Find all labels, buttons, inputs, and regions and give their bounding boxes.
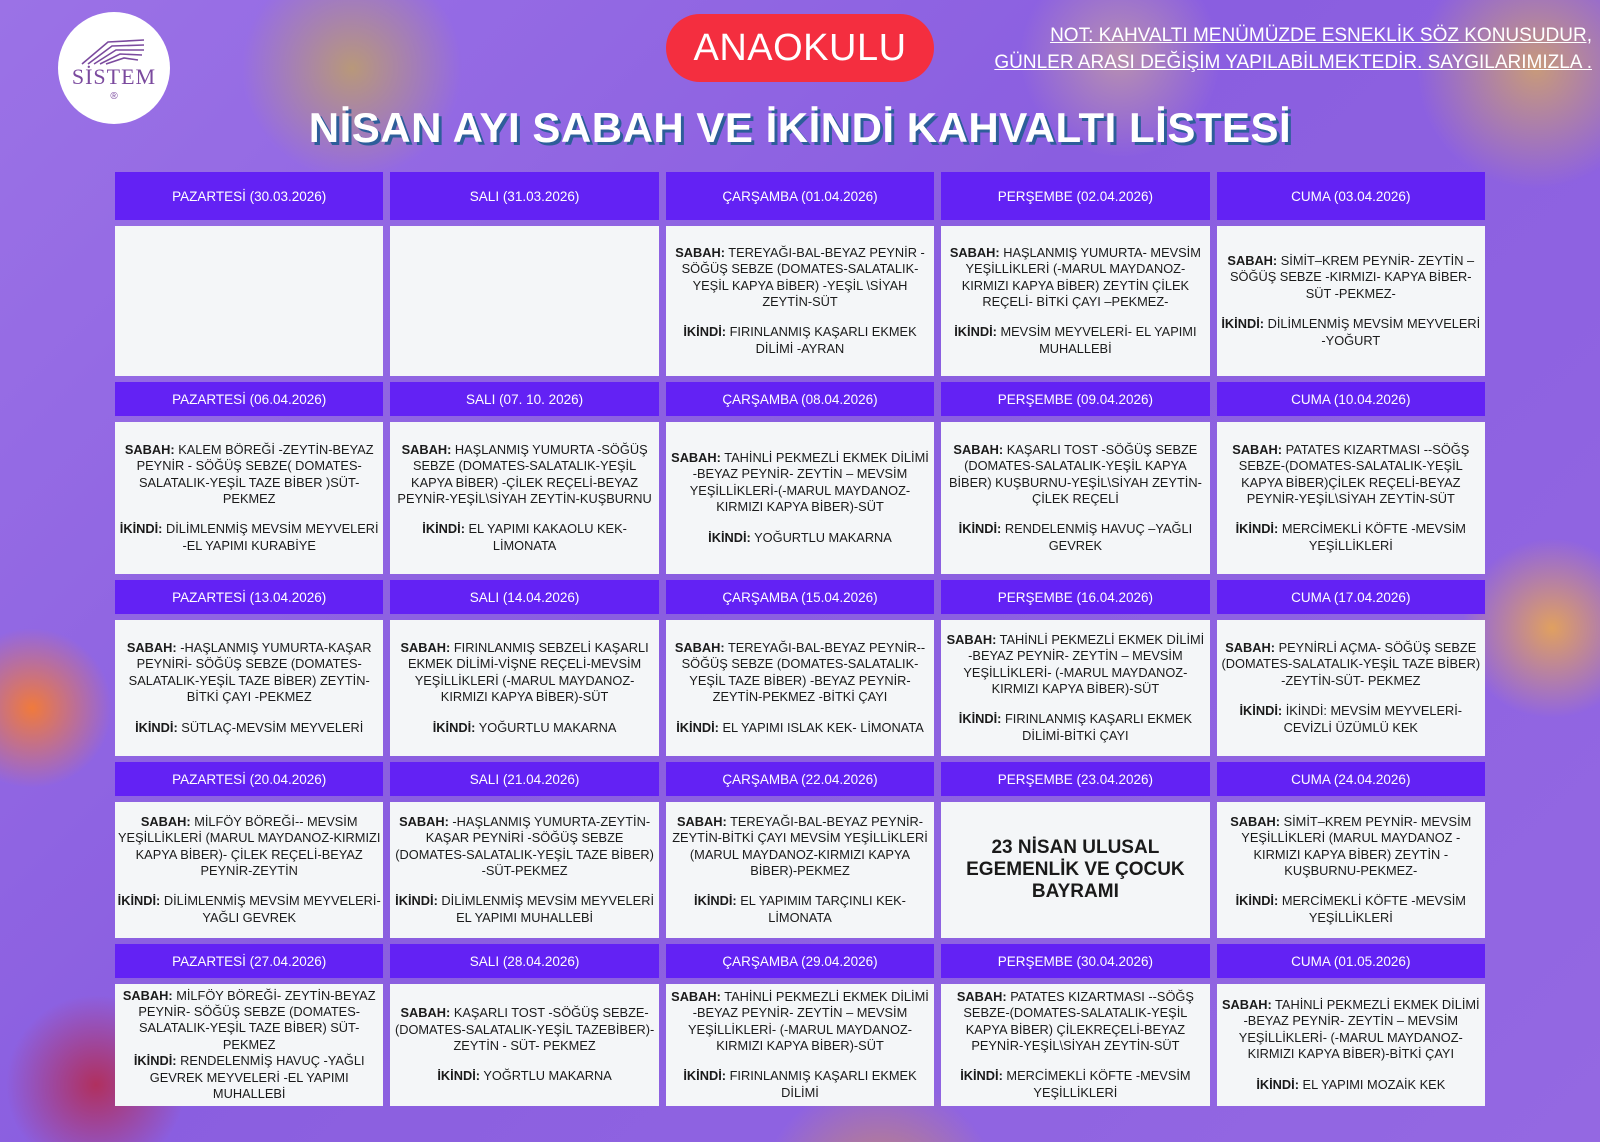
ikindi-menu-text: YOĞURTLU MAKARNA (478, 719, 617, 735)
sabah-menu (943, 245, 1207, 311)
ikindi-menu-label: İKİNDİ: (437, 1068, 481, 1084)
sabah-menu-label: SABAH: (1227, 252, 1278, 268)
ikindi-menu-label: İKİNDİ: (683, 1068, 727, 1084)
ikindi-menu-text: EL YAPIMI KAKAOLU KEK-LİMONATA (468, 521, 627, 553)
day-menu-cell (1217, 802, 1485, 938)
ikindi-menu-text: YOĞRTLU MAKARNA (483, 1068, 612, 1084)
day-menu-cell (115, 620, 383, 756)
sabah-menu-label: SABAH: (124, 441, 175, 457)
ikindi-menu-label: İKİNDİ: (135, 719, 178, 735)
day-header: ÇARŞAMBA (15.04.2026) (666, 580, 934, 614)
ikindi-menu-label: İKİNDİ: (1235, 893, 1279, 909)
ikindi-menu-label: İKİNDİ: (1239, 703, 1283, 719)
ikindi-menu (437, 1068, 611, 1084)
day-header: ÇARŞAMBA (29.04.2026) (666, 944, 934, 978)
ikindi-menu-text: MERCİMEKLİ KÖFTE -MEVSİM YEŞİLLİKLERİ (1281, 521, 1466, 553)
day-menu-cell (1217, 422, 1485, 574)
day-menu-cell (666, 984, 934, 1106)
day-menu-cell (390, 984, 658, 1106)
holiday-text: 23 NİSAN ULUSAL EGEMENLİK VE ÇOCUK BAYRAMI (966, 837, 1185, 902)
day-header: ÇARŞAMBA (08.04.2026) (666, 382, 934, 416)
day-header: PAZARTESİ (30.03.2026) (115, 172, 383, 220)
sabah-menu-label: SABAH: (675, 244, 725, 260)
day-menu-cell (1217, 984, 1485, 1106)
day-header: PAZARTESİ (20.04.2026) (115, 762, 383, 796)
day-menu-cell (666, 620, 934, 756)
ikindi-menu-label: İKİNDİ: (676, 719, 719, 735)
ikindi-menu (943, 711, 1207, 744)
logo-registered-mark: ® (110, 91, 118, 102)
sabah-menu-label: SABAH: (676, 813, 727, 829)
ikindi-menu (943, 324, 1207, 357)
ikindi-menu-text: MEVSİM MEYVELERİ- EL YAPIMI MUHALLEBİ (1000, 324, 1197, 356)
day-header: PERŞEMBE (23.04.2026) (941, 762, 1209, 796)
sabah-menu-label: SABAH: (946, 631, 997, 647)
ikindi-menu-text: YOĞURTLU MAKARNA (754, 529, 892, 545)
day-header: SALI (28.04.2026) (390, 944, 658, 978)
page-title: NİSAN AYI SABAH VE İKİNDİ KAHVALTI LİSTESİ (308, 104, 1292, 151)
day-menu-cell (941, 984, 1209, 1106)
logo-wings-icon (78, 34, 150, 68)
day-menu-cell (390, 802, 658, 938)
day-header: SALI (31.03.2026) (390, 172, 658, 220)
sabah-menu-text: HAŞLANMIŞ YUMURTA- MEVSİM YEŞİLLİKLERİ (-MARUL MAYDANOZ-KIRMIZI KAPYA BİBER) ZEYTİN ÇİLEK REÇELİ- BİTKİ ÇAYI –PEKMEZ- (961, 244, 1201, 309)
ikindi-menu-text: EL YAPIMIM TARÇINLI KEK-LİMONATA (740, 893, 906, 925)
sabah-menu-label: SABAH: (401, 441, 452, 457)
ikindi-menu-text: İKİNDİ: MEVSİM MEYVELERİ-CEVİZLİ ÜZÜMLÜ KEK (1283, 703, 1463, 735)
ikindi-menu-label: İKİNDİ: (958, 711, 1002, 727)
sabah-menu (668, 640, 932, 706)
day-menu-cell (115, 226, 383, 376)
sabah-menu-label: SABAH: (671, 449, 721, 465)
day-header: PAZARTESİ (13.04.2026) (115, 580, 383, 614)
ikindi-menu (668, 324, 932, 357)
ikindi-menu-label: İKİNDİ: (395, 893, 438, 909)
ikindi-menu (433, 720, 617, 736)
ikindi-menu-text: RENDELENMİŞ HAVUÇ –YAĞLI GEVREK (1004, 521, 1193, 553)
day-header: PERŞEMBE (02.04.2026) (941, 172, 1209, 220)
sabah-menu (117, 442, 381, 508)
ikindi-menu-label: İKİNDİ: (960, 1068, 1003, 1084)
ikindi-menu-text: MERCİMEKLİ KÖFTE -MEVSİM YEŞİLLİKLERİ (1281, 893, 1466, 925)
sabah-menu (392, 1005, 656, 1054)
ikindi-menu (1219, 316, 1483, 349)
sabah-menu-label: SABAH: (1230, 813, 1281, 829)
sabah-menu-text: TAHİNLİ PEKMEZLİ EKMEK DİLİMİ -BEYAZ PEYNİR- ZEYTİN – MEVSİM YEŞİLLİKLERİ- (-MARUL MAYDANOZ-KIRMIZI KAPYA BİBER)-BİTKİ ÇAYI (1238, 996, 1480, 1062)
sabah-menu-label: SABAH: (671, 988, 721, 1004)
sabah-menu-label: SABAH: (140, 813, 191, 829)
day-header: ÇARŞAMBA (22.04.2026) (666, 762, 934, 796)
day-header: ÇARŞAMBA (01.04.2026) (666, 172, 934, 220)
sabah-menu-label: SABAH: (674, 639, 725, 655)
day-menu-cell (666, 422, 934, 574)
ikindi-menu-label: İKİNDİ: (422, 521, 465, 537)
sabah-menu-label: SABAH: (399, 813, 449, 829)
sabah-menu (668, 245, 932, 311)
ikindi-menu (117, 893, 381, 926)
ikindi-menu-label: İKİNDİ: (1235, 521, 1279, 537)
day-menu-cell (115, 422, 383, 574)
day-menu-cell (941, 802, 1209, 938)
day-menu-cell (115, 802, 383, 938)
sabah-menu-text: HAŞLANMIŞ YUMURTA -SÖĞÜŞ SEBZE (DOMATES-SALATALIK-YEŞİL KAPYA BİBER) -ÇİLEK REÇELİ-BEYAZ PEYNİR-YEŞİL\SİYAH ZEYTİN-KUŞBURNU (397, 441, 652, 506)
ikindi-menu (392, 893, 656, 926)
ikindi-menu (708, 530, 892, 546)
sabah-menu (1219, 442, 1483, 508)
sabah-menu-text: TEREYAĞI-BAL-BEYAZ PEYNİR--SÖĞÜŞ SEBZE (DOMATES-SALATALIK-YEŞİL TAZE BİBER) -BEYAZ PEYNİR-ZEYTİN-PEKMEZ -BİTKİ ÇAYI (681, 639, 926, 705)
sabah-menu-text: TEREYAĞI-BAL-BEYAZ PEYNİR -SÖĞÜŞ SEBZE (DOMATES-SALATALIK-YEŞİL KAPYA BİBER) -YEŞİL \SİYAH ZEYTİN-SÜT (681, 244, 925, 309)
day-header: PAZARTESİ (06.04.2026) (115, 382, 383, 416)
sabah-menu (668, 814, 932, 880)
sabah-menu (1219, 253, 1483, 302)
sabah-menu-label: SABAH: (1225, 639, 1276, 655)
ikindi-menu (943, 1068, 1207, 1101)
sabah-menu-text: -HAŞLANMIŞ YUMURTA-KAŞAR PEYNİRİ- SÖĞÜŞ SEBZE (DOMATES-SALATALIK-YEŞİL TAZE BİBER) ZEYTİN-BİTKİ ÇAYI -PEKMEZ (128, 639, 372, 705)
day-menu-cell (941, 620, 1209, 756)
ikindi-menu-text: MERCİMEKLİ KÖFTE -MEVSİM YEŞİLLİKLERİ (1006, 1068, 1191, 1100)
ikindi-menu-text: SÜTLAÇ-MEVSİM MEYVELERİ (181, 719, 364, 735)
ikindi-menu (392, 521, 656, 554)
logo-text: SİSTEM (71, 64, 157, 89)
sabah-menu (392, 814, 656, 880)
sabah-menu-text: PEYNİRLİ AÇMA- SÖĞÜŞ SEBZE (DOMATES-SALATALIK-YEŞİL TAZE BİBER) -ZEYTİN-SÜT- PEKMEZ (1221, 639, 1481, 688)
ikindi-menu-label: İKİNDİ: (119, 521, 163, 537)
day-header: CUMA (10.04.2026) (1217, 382, 1485, 416)
ikindi-menu-text: RENDELENMİŞ HAVUÇ -YAĞLI GEVREK MEYVELERİ -EL YAPIMI MUHALLEBİ (149, 1053, 365, 1102)
sabah-menu-text: KAŞARLI TOST -SÖĞÜŞ SEBZE-(DOMATES-SALATALIK-YEŞİL TAZEBİBER)- ZEYTİN - SÜT- PEKMEZ (394, 1005, 655, 1053)
ikindi-menu (1256, 1077, 1445, 1093)
ikindi-menu (1219, 521, 1483, 554)
ikindi-menu-text: DİLİMLENMİŞ MEVSİM MEYVELERİ -YOĞURT (1267, 316, 1481, 348)
ikindi-menu (943, 521, 1207, 554)
ikindi-menu (668, 1068, 932, 1101)
sabah-menu-text: TEREYAĞI-BAL-BEYAZ PEYNİR-ZEYTİN-BİTKİ ÇAYI MEVSİM YEŞİLLİKLERİ (MARUL MAYDANOZ-KIRMIZI KAPYA BİBER)-PEKMEZ (672, 813, 928, 878)
ikindi-menu-text: FIRINLANMIŞ KAŞARLI EKMEK DİLİMİ -AYRAN (729, 324, 917, 356)
ikindi-menu-label: İKİNDİ: (1256, 1076, 1299, 1092)
day-menu-cell (941, 422, 1209, 574)
ikindi-menu-label: İKİNDİ: (117, 893, 161, 909)
sabah-menu-text: PATATES KIZARTMASI --SÖĞŞ SEBZE-(DOMATES-SALATALIK-YEŞİL KAPYA BİBER) ÇİLEKREÇELİ-BEYAZ PEYNİR-YEŞİL\SİYAH ZEYTİN-SÜT (963, 988, 1194, 1053)
sabah-menu-text: SİMİT–KREM PEYNİR- MEVSİM YEŞİLLİKLERİ (MARUL MAYDANOZ -KIRMIZI KAPYA BİBER) ZEYTİN -KUŞBURNU-PEKMEZ- (1241, 813, 1472, 878)
ikindi-menu-text: FIRINLANMIŞ KAŞARLI EKMEK DİLİMİ (729, 1068, 917, 1100)
ikindi-menu (668, 893, 932, 926)
day-header: PAZARTESİ (27.04.2026) (115, 944, 383, 978)
day-menu-cell (390, 226, 658, 376)
day-menu-cell (666, 226, 934, 376)
sabah-menu (943, 442, 1207, 508)
ikindi-menu-label: İKİNDİ: (954, 324, 997, 340)
sabah-menu-text: PATATES KIZARTMASI --SÖĞŞ SEBZE-(DOMATES-SALATALIK-YEŞİL KAPYA BİBER)ÇİLEK REÇELİ-BEYAZ PEYNİR-YEŞİL\SİYAH ZEYTİN-SÜT (1238, 441, 1470, 506)
ikindi-menu-text: DİLİMLENMİŞ MEVSİM MEYVELERİ EL YAPIMI MUHALLEBİ (441, 893, 655, 925)
sabah-menu-text: MİLFÖY BÖREĞİ- ZEYTİN-BEYAZ PEYNİR- SÖĞÜŞ SEBZE (DOMATES-SALATALIK-YEŞİL TAZE BİBER) SÜT- PEKMEZ (138, 987, 376, 1052)
ikindi-menu-label: İKİNDİ: (133, 1053, 177, 1069)
ikindi-menu (135, 720, 363, 736)
sabah-menu (668, 989, 932, 1055)
sabah-menu-label: SABAH: (400, 639, 451, 655)
sabah-menu (1219, 640, 1483, 689)
ikindi-menu (1219, 703, 1483, 736)
sabah-menu-text: TAHİNLİ PEKMEZLİ EKMEK DİLİMİ -BEYAZ PEYNİR- ZEYTİN – MEVSİM YEŞİLLİKLERİ-(-MARUL MAYDANOZ-KIRMIZI KAPYA BİBER)-SÜT (689, 449, 929, 515)
ikindi-menu-label: İKİNDİ: (958, 521, 1002, 537)
school-badge: ANAOKULU (666, 14, 934, 82)
day-header: PERŞEMBE (30.04.2026) (941, 944, 1209, 978)
sabah-menu (1219, 814, 1483, 880)
day-header: CUMA (01.05.2026) (1217, 944, 1485, 978)
menu-note (952, 22, 1592, 76)
sabah-menu-label: SABAH: (953, 441, 1004, 457)
day-menu-cell (390, 422, 658, 574)
menu-grid (115, 172, 1485, 1102)
ikindi-menu-text: EL YAPIMI MOZAİK KEK (1302, 1076, 1446, 1092)
ikindi-menu (1219, 893, 1483, 926)
sabah-menu-text: TAHİNLİ PEKMEZLİ EKMEK DİLİMİ -BEYAZ PEYNİR- ZEYTİN – MEVSİM YEŞİLLİKLERİ- (-MARUL MAYDANOZ-KIRMIZI KAPYA BİBER)-SÜT (963, 631, 1205, 696)
sabah-menu-label: SABAH: (122, 987, 173, 1003)
sabah-menu-label: SABAH: (949, 244, 1000, 260)
sabah-menu-label: SABAH: (956, 988, 1007, 1004)
sabah-menu-text: -HAŞLANMIŞ YUMURTA-ZEYTİN-KAŞAR PEYNİRİ -SÖĞÜŞ SEBZE (DOMATES-SALATALIK-YEŞİL TAZE BİBER) -SÜT-PEKMEZ (395, 813, 654, 878)
sabah-menu (943, 989, 1207, 1055)
sabah-menu-text: KALEM BÖREĞİ -ZEYTİN-BEYAZ PEYNİR - SÖĞÜŞ SEBZE( DOMATES-SALATALIK-YEŞİL TAZE BİBER )SÜT-PEKMEZ (136, 441, 374, 506)
day-menu-cell (1217, 226, 1485, 376)
sabah-menu-label: SABAH: (1232, 441, 1283, 457)
day-menu-cell (666, 802, 934, 938)
sabah-menu (117, 814, 381, 880)
day-header: SALI (07. 10. 2026) (390, 382, 658, 416)
sabah-menu (943, 632, 1207, 698)
sabah-menu-text: MİLFÖY BÖREĞİ-- MEVSİM YEŞİLLİKLERİ (MARUL MAYDANOZ-KIRMIZI KAPYA BİBER)- ÇİLEK REÇELİ-BEYAZ PEYNİR-ZEYTİN (118, 813, 381, 878)
sabah-menu-label: SABAH: (1221, 996, 1272, 1012)
day-menu-cell (390, 620, 658, 756)
day-menu-cell (115, 984, 383, 1106)
menu-note-line-2: GÜNLER ARASI DEĞİŞİM YAPILABİLMEKTEDİR. SAYGILARIMIZLA . (994, 52, 1592, 73)
ikindi-menu-label: İKİNDİ: (694, 893, 737, 909)
ikindi-menu-text: FIRINLANMIŞ KAŞARLI EKMEK DİLİMİ-BİTKİ ÇAYI (1004, 711, 1193, 743)
ikindi-menu (117, 1053, 381, 1102)
ikindi-menu-label: İKİNDİ: (432, 719, 476, 735)
sabah-menu-text: KAŞARLI TOST -SÖĞÜŞ SEBZE (DOMATES-SALATALIK-YEŞİL KAPYA BİBER) KUŞBURNU-YEŞİL\SİYAH ZEYTİN-ÇİLEK REÇELİ (948, 441, 1202, 506)
sabah-menu-text: SİMİT–KREM PEYNİR- ZEYTİN – SÖĞÜŞ SEBZE -KIRMIZI- KAPYA BİBER- SÜT -PEKMEZ- (1230, 252, 1475, 301)
ikindi-menu-label: İKİNDİ: (683, 324, 727, 340)
sabah-menu-label: SABAH: (126, 639, 177, 655)
sabah-menu-text: TAHİNLİ PEKMEZLİ EKMEK DİLİMİ -BEYAZ PEYNİR- ZEYTİN – MEVSİM YEŞİLLİKLERİ- (-MARUL MAYDANOZ-KIRMIZI KAPYA BİBER)-SÜT (688, 988, 929, 1053)
ikindi-menu (117, 521, 381, 554)
sabah-menu-label: SABAH: (400, 1005, 451, 1021)
day-header: SALI (21.04.2026) (390, 762, 658, 796)
sabah-menu (392, 640, 656, 706)
ikindi-menu-text: EL YAPIMI ISLAK KEK- LİMONATA (722, 719, 924, 735)
sabah-menu (392, 442, 656, 508)
sabah-menu-text: FIRINLANMIŞ SEBZELİ KAŞARLI EKMEK DİLİMİ-VİŞNE REÇELİ-MEVSİM YEŞİLLİKLERİ (-MARUL MAYDANOZ-KIRMIZI KAPYA BİBER)-SÜT (407, 639, 649, 705)
day-header: CUMA (24.04.2026) (1217, 762, 1485, 796)
day-menu-cell (1217, 620, 1485, 756)
day-menu-cell (941, 226, 1209, 376)
ikindi-menu-label: İKİNDİ: (1221, 316, 1265, 332)
day-header: PERŞEMBE (09.04.2026) (941, 382, 1209, 416)
day-header: SALI (14.04.2026) (390, 580, 658, 614)
ikindi-menu (676, 720, 923, 736)
ikindi-menu-text: DİLİMLENMİŞ MEVSİM MEYVELERİ-YAĞLI GEVREK (163, 893, 381, 925)
ikindi-menu-text: DİLİMLENMİŞ MEVSİM MEYVELERİ -EL YAPIMI KURABİYE (165, 521, 379, 553)
menu-note-line-1: NOT: KAHVALTI MENÜMÜZDE ESNEKLİK SÖZ KONUSUDUR, (1050, 25, 1592, 46)
sabah-menu (1219, 997, 1483, 1063)
day-header: CUMA (17.04.2026) (1217, 580, 1485, 614)
day-header: PERŞEMBE (16.04.2026) (941, 580, 1209, 614)
sabah-menu (117, 640, 381, 706)
ikindi-menu-label: İKİNDİ: (708, 529, 751, 545)
day-header: CUMA (03.04.2026) (1217, 172, 1485, 220)
sabah-menu (668, 450, 932, 516)
sabah-menu (117, 988, 381, 1054)
